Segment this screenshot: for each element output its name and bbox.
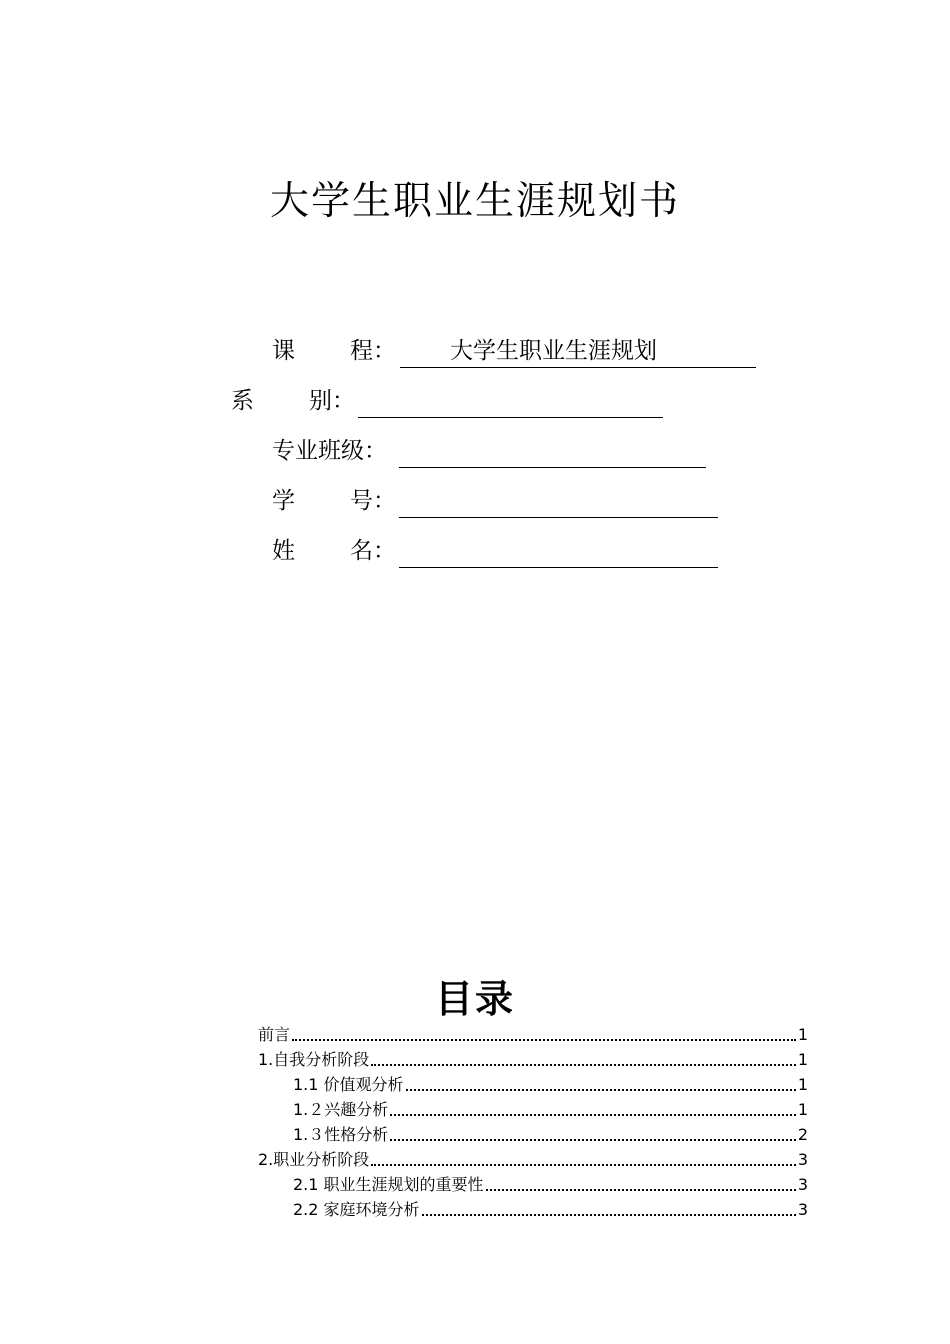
name-label-char2: 名：: [350, 538, 396, 564]
document-title: 大学生职业生涯规划书: [269, 179, 680, 224]
toc-entry-text: 1.自我分析阶段: [258, 1050, 370, 1069]
toc-entry-text: 2.1 职业生涯规划的重要性: [293, 1175, 484, 1194]
toc-entry-text: 1.３性格分析: [293, 1125, 389, 1144]
department-label-char1: 系: [231, 388, 254, 414]
toc-page-number: 1: [797, 1075, 808, 1094]
toc-entry-family-environment[interactable]: [293, 1197, 808, 1221]
student-id-underline: [399, 483, 718, 518]
toc-entry-planning-importance[interactable]: [293, 1172, 808, 1196]
toc-entry-text: 1.２兴趣分析: [293, 1100, 389, 1119]
toc-entry-personality-analysis[interactable]: [293, 1122, 808, 1146]
toc-dot-leader: [422, 1214, 796, 1216]
toc-entry-text: 前言: [258, 1025, 291, 1044]
toc-entry-interest-analysis[interactable]: [293, 1097, 808, 1121]
toc-page-number: 3: [797, 1200, 808, 1219]
toc-entry-text: 2.2 家庭环境分析: [293, 1200, 420, 1219]
toc-entry-preface[interactable]: [258, 1022, 808, 1046]
toc-page-number: 1: [797, 1050, 808, 1069]
toc-dot-leader: [371, 1164, 796, 1166]
toc-page-number: 3: [797, 1175, 808, 1194]
toc-dot-leader: [406, 1089, 796, 1091]
department-underline: [358, 383, 663, 418]
course-label-char2: 程：: [350, 338, 396, 364]
course-field: [272, 333, 762, 369]
toc-dot-leader: [292, 1039, 796, 1041]
major-class-field: [272, 433, 712, 469]
toc-title: 目录: [434, 977, 515, 1021]
toc-page-number: 3: [797, 1150, 808, 1169]
toc-dot-leader: [486, 1189, 796, 1191]
toc-entry-self-analysis[interactable]: [258, 1047, 808, 1071]
toc-dot-leader: [390, 1139, 796, 1141]
name-field: [272, 533, 722, 569]
student-id-field: [272, 483, 722, 519]
toc-entry-career-analysis[interactable]: [258, 1147, 808, 1171]
toc-entry-text: 1.1 价值观分析: [293, 1075, 404, 1094]
student-id-label-char1: 学: [272, 488, 295, 514]
toc-entry-text: 2.职业分析阶段: [258, 1150, 370, 1169]
department-label-char2: 别：: [309, 388, 355, 414]
toc-dot-leader: [390, 1114, 796, 1116]
toc-page-number: 1: [797, 1100, 808, 1119]
course-value: 大学生职业生涯规划: [450, 338, 657, 364]
department-field: [231, 383, 671, 419]
toc-entry-values-analysis[interactable]: [293, 1072, 808, 1096]
toc-page-number: 1: [797, 1025, 808, 1044]
name-underline: [399, 533, 718, 568]
toc-dot-leader: [371, 1064, 796, 1066]
toc-page-number: 2: [797, 1125, 808, 1144]
major-class-underline: [399, 433, 706, 468]
student-id-label-char2: 号：: [350, 488, 396, 514]
major-class-label: 专业班级：: [272, 438, 387, 464]
name-label-char1: 姓: [272, 538, 295, 564]
course-label-char1: 课: [272, 338, 295, 364]
